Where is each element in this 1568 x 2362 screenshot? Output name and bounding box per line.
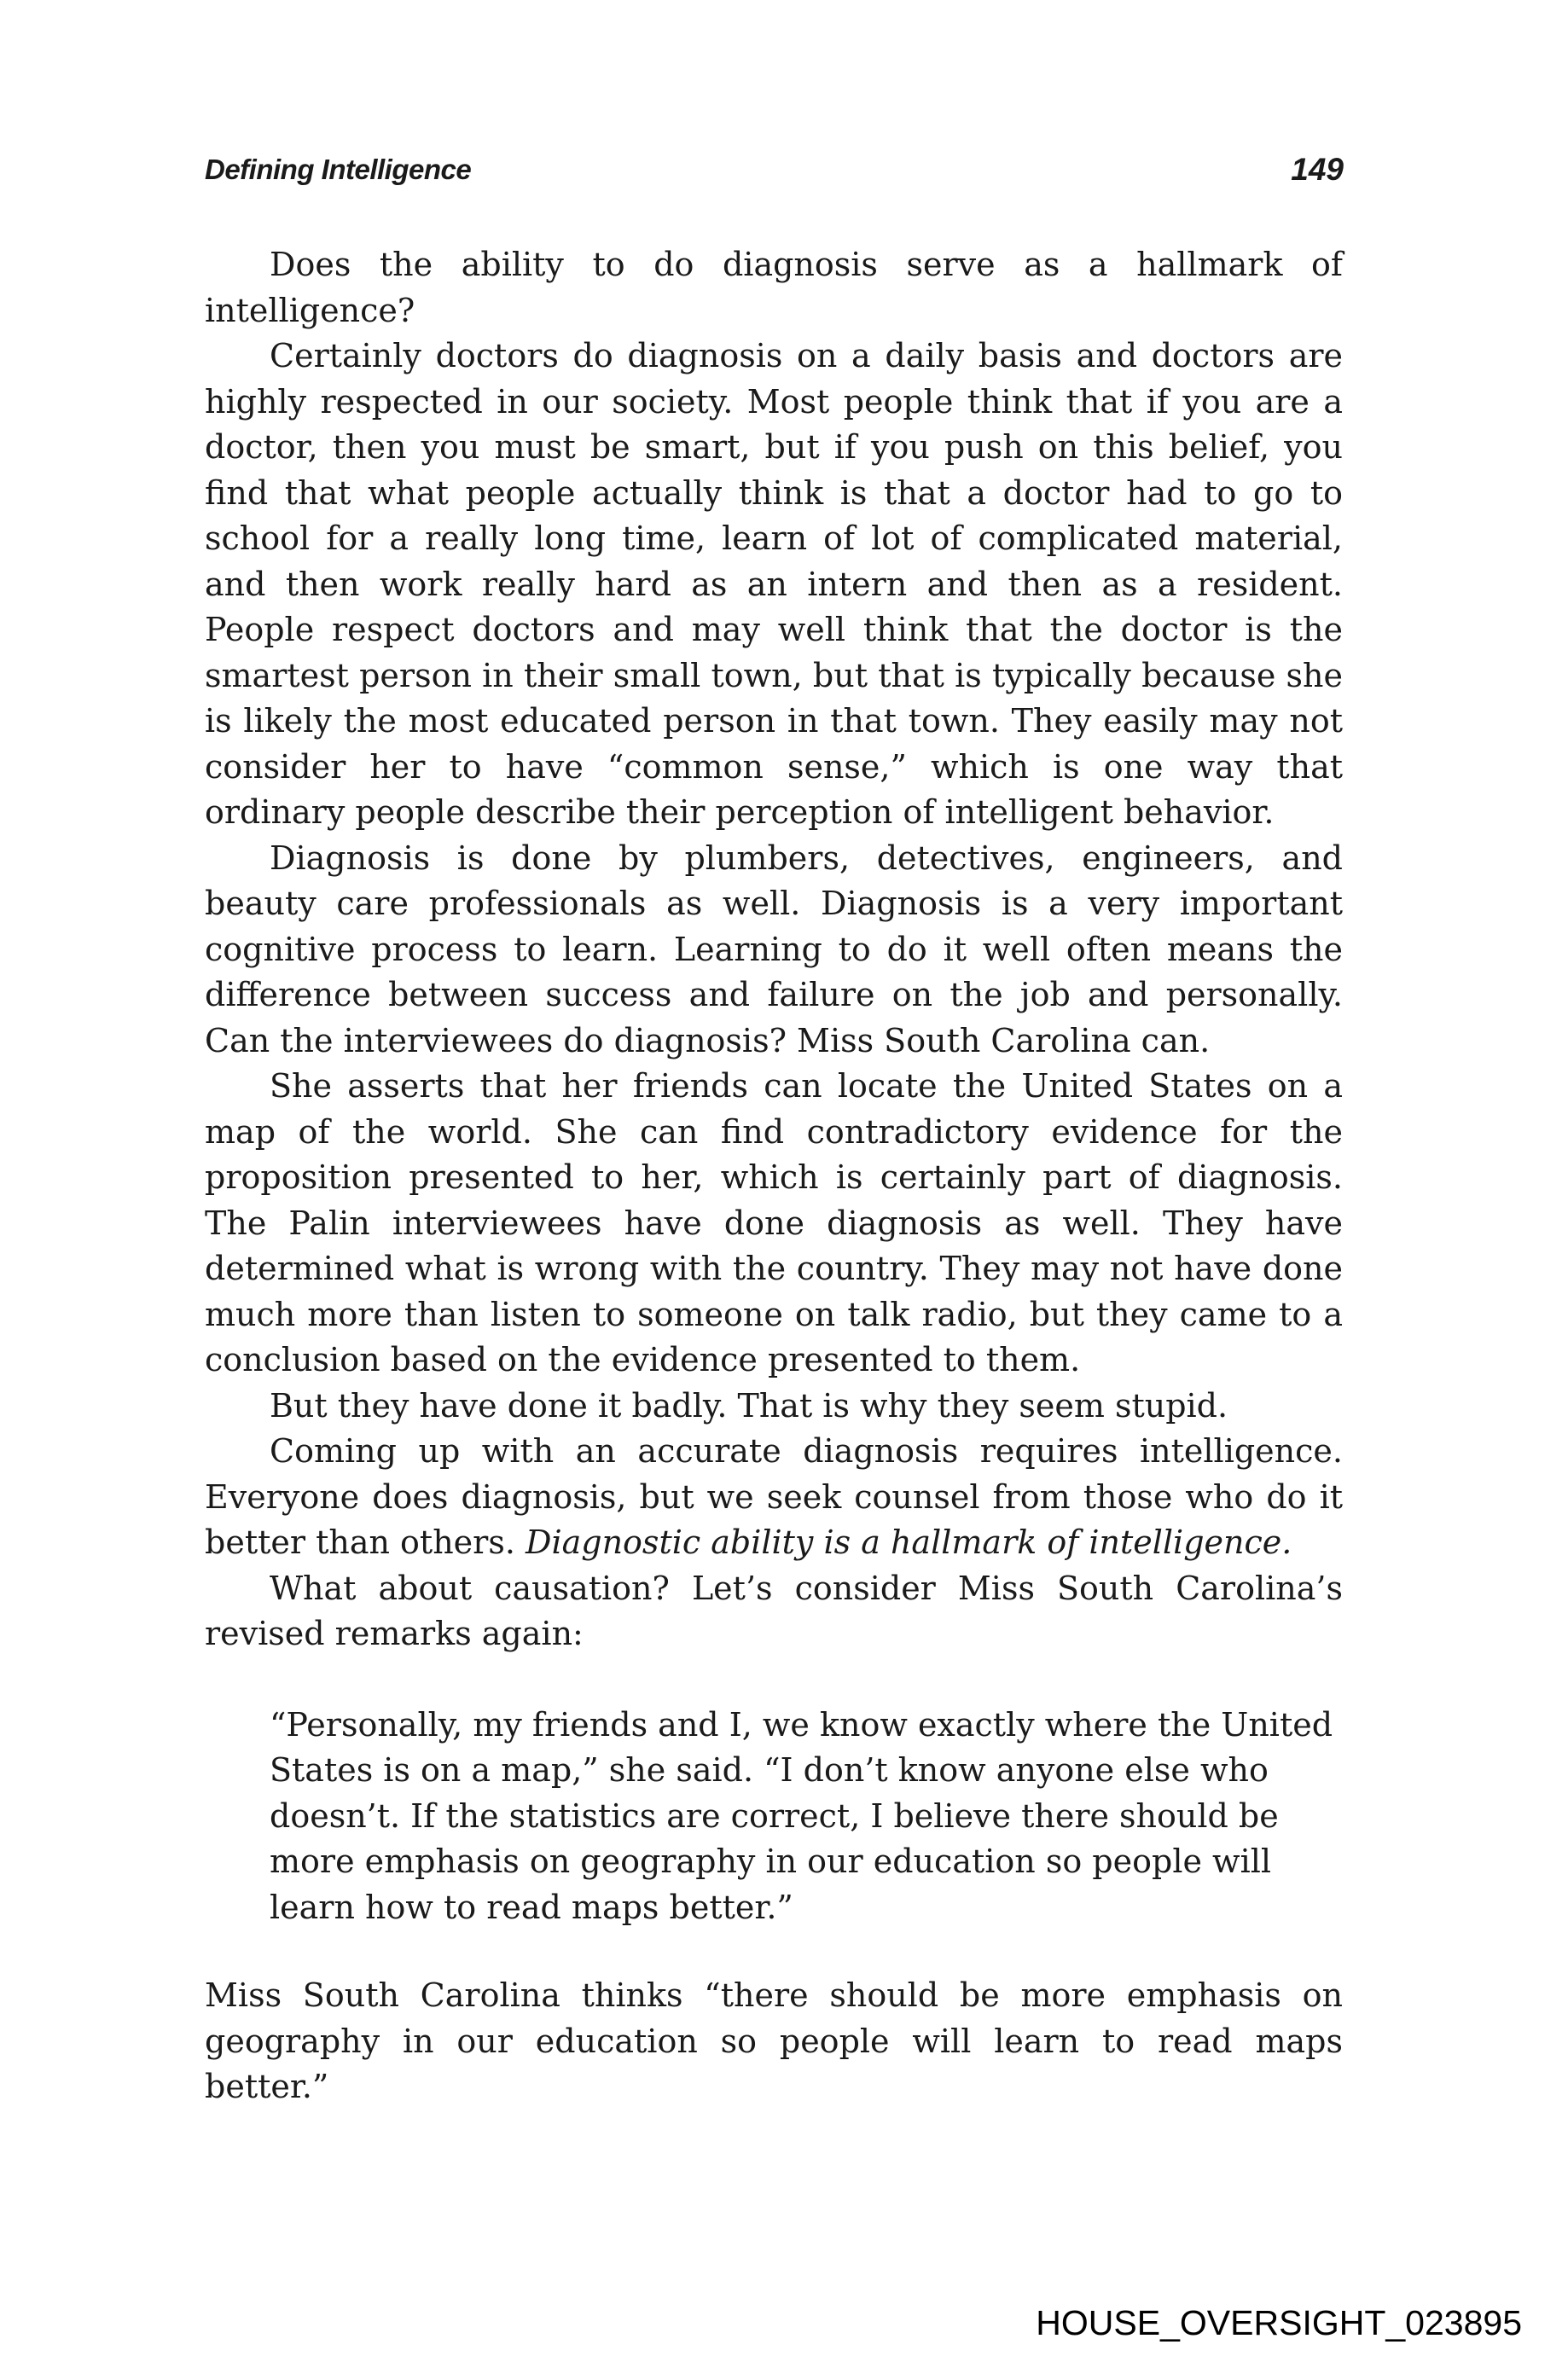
paragraph-closing: Miss South Carolina thinks “there should be more emphasis on geography in our education so people will learn to read maps better.” [205,1976,1343,2105]
paragraph-causation: What about causation? Let’s consider Miss South Carolina’s revised remarks again: [205,1569,1343,1652]
emphasis-text: Diagnostic ability is a hallmark of intelligence. [525,1523,1292,1561]
paragraph-diagnostic-ability [205,1429,1343,1566]
bates-stamp: HOUSE_OVERSIGHT_023895 [1036,2303,1522,2342]
paragraph-lead-text: Coming up with an accurate diagnosis requires intelligence. Everyone does diagnosis, but we seek counsel from those who do it better than others. [205,1432,1343,1561]
body-text [205,242,1343,2110]
paragraph-question: Does the ability to do diagnosis serve as a hallmark of intelligence? [205,246,1343,329]
block-quote: “Personally, my friends and I, we know exactly where the United States is on a map,” she said. “I don’t know anyone else who doesn’t. If the statistics are correct, I believe there should be more emphasis on geography in our education so people will learn how to read maps better.” [270,1705,1333,1926]
paragraph-diagnosis-professions: Diagnosis is done by plumbers, detectives, engineers, and beauty care professionals as well. Diagnosis is a very important cognitive process to learn. Learning to do it well often means the difference between success and failure on the job and personally. Can the interviewees do diagnosis? Miss South Carolina can. [205,839,1343,1059]
running-title: Defining Intelligence [205,154,472,185]
paragraph-doctors: Certainly doctors do diagnosis on a daily basis and doctors are highly respected in our society. Most people think that if you are a doctor, then you must be smart, but if you push on this belief, you find that what people actually think is that a doctor had to go to school for a really long time, learn of lot of complicated material, and then work really hard as an intern and then as a resident. People respect doctors and may well think that the doctor is the smartest person in their small town, but that is typically because she is likely the most educated person in that town. They easily may not consider her to have “common sense,” which is one way that ordinary people describe their perception of intelligent behavior. [205,337,1343,831]
paragraph-done-badly: But they have done it badly. That is why they seem stupid. [270,1386,1228,1425]
page-number: 149 [1291,152,1344,187]
paragraph-miss-south-carolina: She asserts that her friends can locate the United States on a map of the world. She can find contradictory evidence for the proposition presented to her, which is certainly part of diagnosis. The Palin interviewees have done diagnosis as well. They have determined what is wrong with the country. They may not have done much more than listen to someone on talk radio, but they came to a conclusion based on the evidence presented to them. [205,1067,1343,1378]
